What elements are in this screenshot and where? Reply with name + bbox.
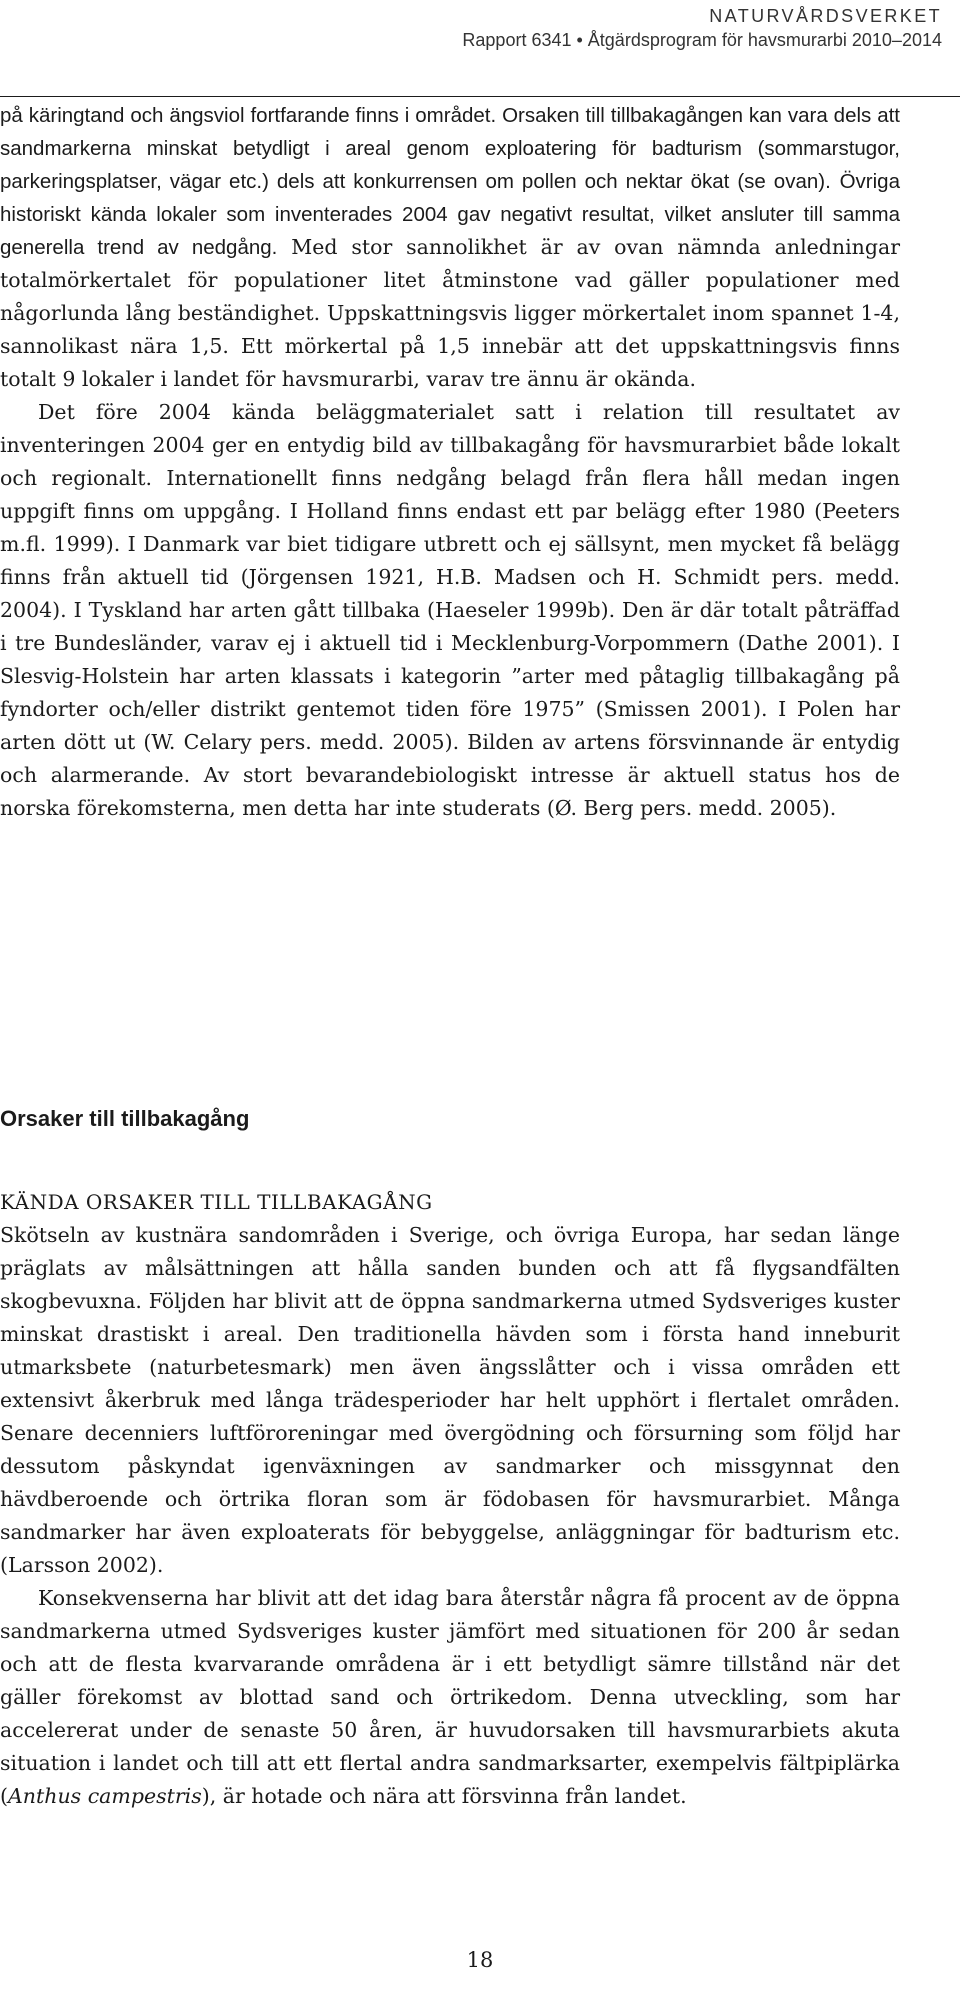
section-heading: Orsaker till tillbakagång [0, 1106, 250, 1131]
paragraph-3: Skötseln av kustnära sandområden i Sverige, och övriga Europa, har sedan länge präglats av målsättningen att hålla sanden bunden och att få flygsandfälten skogbevuxna. Följden har blivit att de öppna sandmarkerna utmed Sydsveriges kuster minskat drastiskt i areal. Den traditionella hävden som i första hand inneburit utmarksbete (naturbetesmark) men även ängsslåtter och i vissa områden ett extensivt åkerbruk med långa trädesperioder har helt upphört i flertalet områden. Senare decenniers luftföroreningar med övergödning och försurning som följd har dessutom påskyndat igenväxningen av sandmarker och missgynnat den hävdberoende och örtrika floran som är födobasen för havsmurarbiet. Många sandmarker har även exploaterats för bebyggelse, anläggningar för badturism etc. (Larsson 2002). [0, 1223, 900, 1577]
paragraph-2: Det före 2004 kända beläggmaterialet satt i relation till resultatet av inventeringen 2004 ger en entydig bild av tillbakagång för havsmurarbiet både lokalt och regionalt. Internationellt finns nedgång belagd från flera håll medan ingen uppgift finns om uppgång. I Holland finns endast ett par belägg efter 1980 (Peeters m.fl. 1999). I Danmark var biet tidigare utbrett och ej sällsynt, men mycket få belägg finns från aktuell tid (Jörgensen 1921, H.B. Madsen och H. Schmidt pers. medd. 2004). I Tyskland har arten gått tillbaka (Haeseler 1999b). Den är där totalt påträffad i tre Bundesländer, varav ej i aktuell tid i Mecklenburg-Vorpommern (Dathe 2001). I Slesvig-Holstein har arten klassats i kategorin ”arter med påtaglig tillbakagång på fyndorter och/eller distrikt gentemot tiden före 1975” (Smissen 2001). I Polen har arten dött ut (W. Celary pers. medd. 2005). Bilden av artens försvinnande är entydig och alarmerande. Av stort bevarandebiologiskt intresse är aktuell status hos de norska förekomsterna, men detta har inte studerats (Ø. Berg pers. medd. 2005). [0, 400, 900, 820]
report-header [462, 4, 942, 52]
body-text-bottom [0, 1219, 900, 1813]
body-text-top [0, 99, 900, 825]
publisher-name: NATURVÅRDSVERKET [709, 6, 942, 26]
paragraph-4-text-a: Konsekvenserna har blivit att det idag bara återstår några få procent av de öppna sandmarkerna utmed Sydsveriges kuster jämfört med situationen för 200 år sedan och att de flesta kvarvarande områdena är i ett betydligt sämre tillstånd när det gäller förekomst av blottad sand och örtrikedom. Denna utveckling, som har accelererat under de senaste 50 åren, är huvudorsaken till havsmurarbiets akuta situation i landet och till att ett flertal andra sandmarksarter, exempelvis fältpiplärka ( [0, 1586, 900, 1808]
paragraph-4 [0, 1582, 900, 1813]
paragraph-1-serif: Med stor sannolikhet är av ovan nämnda anledningar totalmörkertalet för populationer litet åtminstone vad gäller populationer med någorlunda lång beständighet. Uppskattningsvis ligger mörkertalet inom spannet 1-4, sannolikast nära 1,5. Ett mörkertal på 1,5 innebär att det uppskattningsvis finns totalt 9 lokaler i landet för havsmurarbi, varav tre ännu är okända. [0, 235, 900, 391]
header-rule [0, 96, 960, 97]
species-name-italic: Anthus campestris [8, 1784, 202, 1808]
report-title: Rapport 6341 • Åtgärdsprogram för havsmurarbi 2010–2014 [462, 30, 942, 50]
subsection-heading: KÄNDA ORSAKER TILL TILLBAKAGÅNG [0, 1190, 433, 1214]
paragraph-1 [0, 99, 900, 396]
paragraph-4-text-b: ), är hotade och nära att försvinna från landet. [201, 1784, 687, 1808]
page-number: 18 [466, 1948, 494, 1972]
paragraph-1-sans-b: Övriga historiskt kända lokaler som inventerades 2004 gav negativt resultat, vilket ansluter till samma generella trend av nedgång. [0, 170, 900, 259]
paragraph-1-sans-a: på käringtand och ängsviol fortfarande finns i området. Orsaken till tillbakagången kan vara dels att sandmarkerna minskat betydligt i areal genom exploatering för badturism (sommarstugor, parkeringsplatser, vägar etc.) dels att konkurrensen om pollen och nektar ökat (se ovan). [0, 104, 900, 193]
